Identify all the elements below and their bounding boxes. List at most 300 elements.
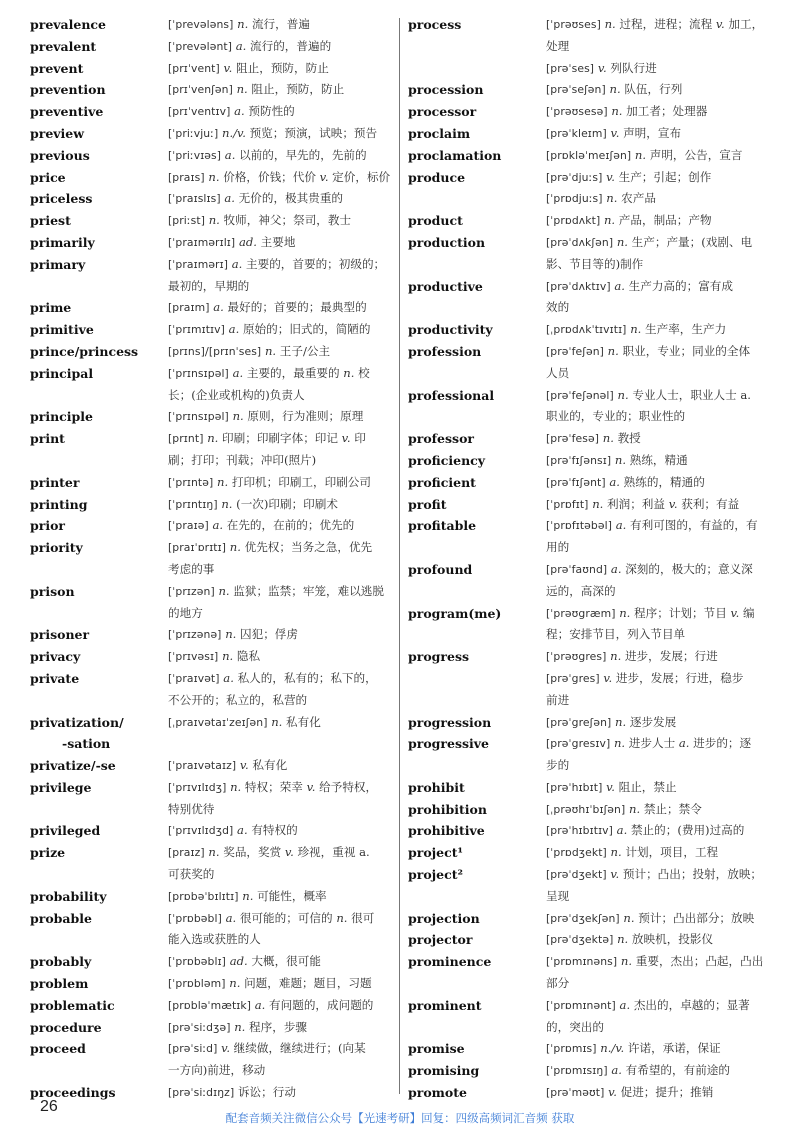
vocab-entry	[408, 145, 775, 167]
definition	[168, 406, 392, 428]
definition-line: 呈现	[546, 888, 570, 903]
vocab-entry	[408, 494, 775, 516]
definition-line: [prəˈhɪbɪtɪv] a. 禁止的；(费用)过高的	[546, 823, 745, 838]
definition-line: 能入选或获胜的人	[168, 932, 261, 947]
dictionary-page	[30, 14, 775, 1101]
definition-line: [ˈprɪvɪlɪdʒd] a. 有特权的	[168, 823, 298, 838]
definition	[546, 58, 775, 80]
definition	[546, 494, 775, 516]
definition-line: [prəˈses] v. 列队行进	[546, 60, 657, 75]
definition	[168, 494, 392, 516]
headword: primary	[30, 256, 86, 272]
vocab-entry	[30, 581, 392, 625]
vocab-entry	[408, 712, 775, 734]
vocab-entry	[408, 515, 775, 559]
definition	[168, 1082, 392, 1104]
headword: primarily	[30, 234, 95, 250]
definition	[546, 210, 775, 232]
definition-line: [ˈprəʊses] n. 过程，进程；流程 v. 加工，	[546, 17, 764, 31]
definition	[546, 668, 775, 712]
definition-line: [ˌprəʊhɪˈbɪʃən] n. 禁止；禁令	[546, 801, 702, 816]
definition	[546, 232, 775, 276]
vocab-entry	[30, 188, 392, 210]
headword: priority	[30, 540, 83, 556]
vocab-entry	[408, 799, 775, 821]
vocab-entry	[408, 319, 775, 341]
headword: private	[30, 670, 80, 686]
definition-line: [ˈpraɪə] a. 在先的，在前的；优先的	[168, 518, 355, 533]
vocab-entry	[30, 1017, 392, 1039]
headword: probably	[30, 954, 92, 970]
vocab-entry	[408, 232, 775, 276]
definition	[546, 145, 775, 167]
definition	[546, 167, 775, 189]
definition	[546, 646, 775, 668]
vocab-entry	[30, 515, 392, 537]
definition	[546, 820, 775, 842]
definition	[168, 668, 392, 712]
headword: prominent	[408, 997, 482, 1013]
headword: profitable	[408, 518, 477, 534]
definition-line: 的地方	[168, 605, 203, 620]
definition-line: [prəˈdʒektə] n. 放映机，投影仪	[546, 932, 714, 947]
headword: procedure	[30, 1019, 102, 1035]
headword: prevention	[30, 82, 106, 98]
definition	[546, 995, 775, 1039]
definition-line: [prəˈgresɪv] n. 进步人士 a. 进步的；逐	[546, 736, 752, 751]
vocab-entry	[408, 908, 775, 930]
definition	[168, 1017, 392, 1039]
definition	[546, 1082, 775, 1104]
definition-line: [prəˈfɪʃənsɪ] n. 熟练，精通	[546, 452, 688, 467]
definition-line: 最初的，早期的	[168, 278, 250, 293]
vocab-entry	[30, 406, 392, 428]
vocab-entry	[30, 951, 392, 973]
definition	[546, 101, 775, 123]
headword: priceless	[30, 191, 93, 207]
vocab-entry	[30, 712, 392, 756]
definition-line: [prəˈdʌkʃən] n. 生产；产量；(戏剧、电	[546, 234, 753, 249]
definition-line: [ˈprɒmɪsɪŋ] a. 有希望的，有前途的	[546, 1063, 730, 1078]
definition-line: [prəˈhɪbɪt] v. 阻止，禁止	[546, 779, 677, 794]
vocab-entry	[408, 101, 775, 123]
headword: progression	[408, 714, 492, 730]
headword: printer	[30, 474, 80, 490]
vocab-entry	[408, 559, 775, 603]
definition	[546, 603, 775, 647]
vocab-entry	[30, 58, 392, 80]
vocab-entry	[30, 167, 392, 189]
definition-line: 部分	[546, 976, 570, 991]
headword: prince/princess	[30, 343, 139, 359]
headword: projection	[408, 910, 480, 926]
headword: prohibit	[408, 779, 465, 795]
headword: progress	[408, 649, 470, 665]
vocab-entry	[30, 1038, 392, 1082]
definition	[546, 712, 775, 734]
vocab-entry	[408, 668, 775, 712]
definition-line: [ˈprɒfɪtəbəl] a. 有利可图的，有益的，有	[546, 518, 758, 533]
headword: proficient	[408, 474, 476, 490]
vocab-entry	[30, 101, 392, 123]
headword: price	[30, 169, 66, 185]
definition	[546, 777, 775, 799]
headword: print	[30, 431, 65, 447]
headword: productive	[408, 278, 483, 294]
vocab-entry	[408, 341, 775, 385]
headword: profession	[408, 343, 482, 359]
headword: processor	[408, 104, 477, 120]
definition	[168, 581, 392, 625]
definition-line: [prɪˈvent] v. 阻止，预防，防止	[168, 60, 329, 75]
definition-line: [prəˈdʒekʃən] n. 预计；凸出部分；放映	[546, 910, 755, 925]
definition	[546, 908, 775, 930]
headword: product	[408, 213, 463, 229]
definition	[546, 276, 775, 320]
definition-line: 程；安排节目，列入节目单	[546, 627, 686, 642]
definition-line: [prɪˈvenʃən] n. 阻止，预防，防止	[168, 82, 345, 97]
definition-line: [ˈprɒdʒekt] n. 计划，项目，工程	[546, 845, 719, 860]
definition-line: [ˈprevələns] n. 流行，普遍	[168, 17, 310, 31]
definition-line: 长；(企业或机构的)负责人	[168, 387, 305, 402]
vocab-entry	[408, 276, 775, 320]
definition	[168, 79, 392, 101]
definition-line: [ˈprɒfɪt] n. 利润；利益 v. 获利；有益	[546, 496, 740, 511]
headword: professional	[408, 387, 495, 403]
definition	[168, 428, 392, 472]
definition	[168, 472, 392, 494]
definition-line: [ˈpraɪmərɪ] a. 主要的，首要的；初级的；	[168, 256, 386, 271]
definition	[168, 167, 392, 189]
vocab-entry	[408, 864, 775, 908]
headword: problematic	[30, 997, 115, 1013]
vocab-entry	[30, 79, 392, 101]
definition	[546, 450, 775, 472]
definition-line: [ˈprɒbləm] n. 问题，难题；题目，习题	[168, 976, 372, 991]
column-divider	[399, 18, 400, 1094]
definition-line: 人员	[546, 365, 570, 380]
headword: progressive	[408, 736, 489, 752]
vocab-entry	[408, 450, 775, 472]
definition	[168, 908, 392, 952]
headword: probability	[30, 888, 107, 904]
definition	[168, 712, 392, 734]
headword: proclamation	[408, 147, 502, 163]
definition	[546, 472, 775, 494]
vocab-entry	[408, 123, 775, 145]
definition	[168, 646, 392, 668]
definition-line: [ˈprəʊsesə] n. 加工者；处理器	[546, 104, 708, 119]
headword: production	[408, 234, 486, 250]
headword: prisoner	[30, 627, 90, 643]
vocab-entry	[408, 951, 775, 995]
vocab-entry	[408, 79, 775, 101]
definition-line: 影、节目等的)制作	[546, 256, 644, 271]
definition-line: [ˈpriːvjuː] n./v. 预览；预演，试映；预告	[168, 125, 378, 140]
headword: profound	[408, 561, 473, 577]
definition-line: [praɪz] n. 奖品，奖赏 v. 珍视，重视 a.	[168, 845, 370, 860]
definition-line: [ˈprɒmɪs] n./v. 许诺，承诺，保证	[546, 1041, 721, 1056]
headword: primitive	[30, 322, 94, 338]
definition-line: 效的	[546, 300, 570, 315]
headword: promise	[408, 1041, 465, 1057]
headword: probable	[30, 910, 92, 926]
vocab-entry	[30, 210, 392, 232]
headword: printing	[30, 496, 88, 512]
definition-line: [prəˈgres] v. 进步，发展；行进，稳步	[546, 670, 744, 685]
definition	[546, 385, 775, 429]
definition	[168, 254, 392, 298]
definition	[168, 973, 392, 995]
definition-line: 处理	[546, 38, 570, 53]
definition	[168, 537, 392, 581]
definition	[546, 123, 775, 145]
vocab-entry	[30, 886, 392, 908]
vocab-entry	[408, 385, 775, 429]
definition	[168, 14, 392, 36]
definition	[168, 341, 392, 363]
vocab-entry	[30, 14, 392, 36]
definition	[168, 777, 392, 821]
headword: preventive	[30, 104, 104, 120]
headword: prominence	[408, 954, 492, 970]
definition-line: [prəˈfeʃənəl] n. 专业人士，职业人士 a.	[546, 387, 751, 402]
definition-line: [prɒbəˈbɪlɪtɪ] n. 可能性，概率	[168, 888, 327, 903]
definition-line: [ˈprɪzən] n. 监狱；监禁；牢笼，难以逃脱	[168, 583, 384, 598]
definition	[546, 1060, 775, 1082]
page-number: 26	[40, 1098, 58, 1115]
vocab-entry	[30, 908, 392, 952]
definition	[546, 188, 775, 210]
definition-line: [ˈprɪzənə] n. 囚犯；俘虏	[168, 627, 298, 642]
headword: proficiency	[408, 452, 486, 468]
vocab-entry	[30, 494, 392, 516]
vocab-entry	[30, 123, 392, 145]
headword: proceed	[30, 1041, 86, 1057]
definition	[168, 842, 392, 886]
definition	[168, 755, 392, 777]
vocab-entry	[408, 1082, 775, 1104]
definition-line: 的，突出的	[546, 1019, 604, 1034]
definition-line: [ˈprɪnsɪpəl] n. 原则，行为准则；原理	[168, 409, 364, 424]
definition-line: [ˈprɪntɪŋ] n. (一次)印刷；印刷术	[168, 496, 338, 511]
definition-line: [ˈpraɪmərɪlɪ] ad. 主要地	[168, 234, 296, 249]
vocab-entry	[408, 1060, 775, 1082]
definition-line: [prɪnt] n. 印刷；印刷字体；印记 v. 印	[168, 431, 366, 446]
definition-line: 远的，高深的	[546, 583, 616, 598]
definition-line: [praɪs] n. 价格，价钱；代价 v. 定价，标价	[168, 169, 391, 184]
headword: priest	[30, 213, 71, 229]
headword: privilege	[30, 779, 92, 795]
definition-line: [ˈprɒbəblɪ] ad. 大概，很可能	[168, 954, 321, 969]
headword: prohibitive	[408, 823, 485, 839]
vocab-entry	[408, 1038, 775, 1060]
definition-line: 考虑的事	[168, 561, 215, 576]
definition-line: [prəˈseʃən] n. 队伍，行列	[546, 82, 683, 97]
definition-line: [praɪˈɒrɪtɪ] n. 优先权；当务之急，优先	[168, 540, 373, 555]
definition-line: [ˈprɪmɪtɪv] a. 原始的；旧式的，简陋的	[168, 322, 371, 337]
definition-line: [prəˈfesə] n. 教授	[546, 431, 641, 446]
definition-line: [ˈpraɪslɪs] a. 无价的，极其贵重的	[168, 191, 344, 206]
vocab-entry	[30, 145, 392, 167]
vocab-entry	[30, 428, 392, 472]
vocab-entry	[30, 341, 392, 363]
headword: proclaim	[408, 125, 471, 141]
definition-line: 不公开的；私立的，私营的	[168, 692, 308, 707]
definition	[546, 341, 775, 385]
definition-line: 用的	[546, 540, 570, 555]
headword: professor	[408, 431, 474, 447]
definition-line: [ˌprɒdʌkˈtɪvɪtɪ] n. 生产率，生产力	[546, 322, 727, 337]
definition	[546, 14, 775, 58]
definition-line: [praɪm] a. 最好的；首要的；最典型的	[168, 300, 367, 315]
vocab-entry	[30, 1082, 392, 1104]
vocab-entry	[408, 820, 775, 842]
definition-line: [prɒbləˈmætɪk] a. 有问题的，成问题的	[168, 997, 374, 1012]
vocab-entry	[30, 297, 392, 319]
vocab-entry	[408, 603, 775, 647]
vocab-entry	[408, 646, 775, 668]
vocab-entry	[30, 254, 392, 298]
headword: project²	[408, 867, 463, 883]
definition-line: [ˈprɪnsɪpəl] a. 主要的，最重要的 n. 校	[168, 365, 370, 380]
definition-line: [ˈpriːvɪəs] a. 以前的，早先的，先前的	[168, 147, 367, 162]
definition	[546, 79, 775, 101]
definition-line: [prəˈkleɪm] v. 声明，宣布	[546, 125, 682, 140]
definition-line: [prəˈdʒekt] v. 预计；凸出；投射，放映；	[546, 867, 763, 882]
definition	[168, 1038, 392, 1082]
headword: prime	[30, 300, 72, 316]
definition-line: [ˈprɪntə] n. 打印机；印刷工，印刷公司	[168, 474, 371, 489]
definition	[168, 319, 392, 341]
definition-line: [ˈprɒdʌkt] n. 产品，制品；产物	[546, 213, 712, 228]
definition	[168, 188, 392, 210]
vocab-entry	[408, 995, 775, 1039]
headword: principal	[30, 365, 94, 381]
definition	[168, 232, 392, 254]
headword: program(me)	[408, 605, 502, 621]
definition	[546, 428, 775, 450]
definition-line: [ˈpraɪvətaɪz] v. 私有化	[168, 758, 288, 773]
definition-line: 职业的，专业的；职业性的	[546, 409, 686, 424]
definition-line: [prɪns]/[prɪnˈses] n. 王子/公主	[168, 343, 331, 358]
definition-line: [prəˈgreʃən] n. 逐步发展	[546, 714, 677, 729]
definition-line: [ˈprəʊgres] n. 进步，发展；行进	[546, 649, 718, 664]
vocab-entry	[30, 995, 392, 1017]
vocab-entry	[30, 646, 392, 668]
vocab-entry	[30, 777, 392, 821]
definition-line: [prəˈfaʊnd] a. 深刻的，极大的；意义深	[546, 561, 753, 576]
definition-line: 前进	[546, 692, 570, 707]
definition	[546, 319, 775, 341]
definition-line: [prəˈfɪʃənt] a. 熟练的，精通的	[546, 474, 705, 489]
definition-line: [prɪˈventɪv] a. 预防性的	[168, 104, 295, 119]
headword: project¹	[408, 845, 463, 861]
headword: process	[408, 17, 462, 32]
headword: proceedings	[30, 1085, 116, 1101]
headword: prize	[30, 845, 66, 861]
definition-line: 特别优待	[168, 801, 215, 816]
vocab-entry	[408, 14, 775, 58]
headword: problem	[30, 976, 89, 992]
definition	[546, 951, 775, 995]
vocab-entry	[30, 36, 392, 58]
definition	[168, 123, 392, 145]
headword: prior	[30, 518, 65, 534]
vocab-entry	[408, 428, 775, 450]
definition	[546, 842, 775, 864]
vocab-entry	[30, 472, 392, 494]
vocab-entry	[408, 733, 775, 777]
headword: procession	[408, 82, 484, 98]
definition	[168, 886, 392, 908]
right-column	[408, 14, 775, 1104]
definition-line: [ˈprevələnt] a. 流行的，普遍的	[168, 38, 332, 53]
definition	[168, 36, 392, 58]
vocab-entry	[408, 929, 775, 951]
definition-line: [ˈprɒmɪnəns] n. 重要，杰出；凸起，凸出	[546, 954, 764, 969]
vocab-entry	[30, 363, 392, 407]
definition	[168, 995, 392, 1017]
definition	[546, 733, 775, 777]
definition	[168, 297, 392, 319]
definition	[546, 864, 775, 908]
vocab-entry	[408, 167, 775, 189]
headword: privatization/ -sation	[30, 714, 124, 752]
vocab-entry	[408, 188, 775, 210]
definition-line: [prəˈməʊt] v. 促进；提升；推销	[546, 1085, 714, 1100]
definition	[168, 145, 392, 167]
definition	[168, 951, 392, 973]
definition	[546, 515, 775, 559]
headword: privacy	[30, 649, 81, 665]
definition-line: [ˈprəʊgræm] n. 程序；计划；节目 v. 编	[546, 605, 755, 620]
vocab-entry	[30, 537, 392, 581]
vocab-entry	[30, 319, 392, 341]
definition-line: [prəˈdʌktɪv] a. 生产力高的；富有成	[546, 278, 733, 293]
definition	[168, 820, 392, 842]
headword: projector	[408, 932, 473, 948]
definition-line: [prəˈfeʃən] n. 职业，专业；同业的全体	[546, 343, 751, 358]
definition	[546, 559, 775, 603]
headword: previous	[30, 147, 90, 163]
definition-line: [ˈprɒmɪnənt] a. 杰出的，卓越的；显著	[546, 997, 750, 1012]
vocab-entry	[30, 624, 392, 646]
definition-line: [ˈprɪvɪlɪdʒ] n. 特权；荣幸 v. 给予特权，	[168, 779, 378, 794]
definition-line: 刷；打印；刊载；冲印(照片)	[168, 452, 317, 467]
headword: produce	[408, 169, 466, 185]
definition	[168, 58, 392, 80]
vocab-entry	[408, 777, 775, 799]
headword: prison	[30, 583, 75, 599]
definition	[546, 1038, 775, 1060]
headword: principle	[30, 409, 93, 425]
headword: profit	[408, 496, 447, 512]
headword: preview	[30, 125, 85, 141]
definition	[546, 799, 775, 821]
vocab-entry	[30, 668, 392, 712]
headword: prevalence	[30, 17, 106, 32]
definition	[168, 210, 392, 232]
definition	[168, 363, 392, 407]
headword: prevalent	[30, 38, 97, 54]
left-column	[30, 14, 392, 1104]
definition-line: [prəˈsiːd] v. 继续做，继续进行；(向某	[168, 1041, 366, 1056]
vocab-entry	[408, 472, 775, 494]
definition-line: [ˈprɪvəsɪ] n. 隐私	[168, 649, 261, 664]
definition-line: 可获奖的	[168, 867, 215, 882]
definition-line: [priːst] n. 牧师，神父；祭司，教士	[168, 213, 352, 228]
